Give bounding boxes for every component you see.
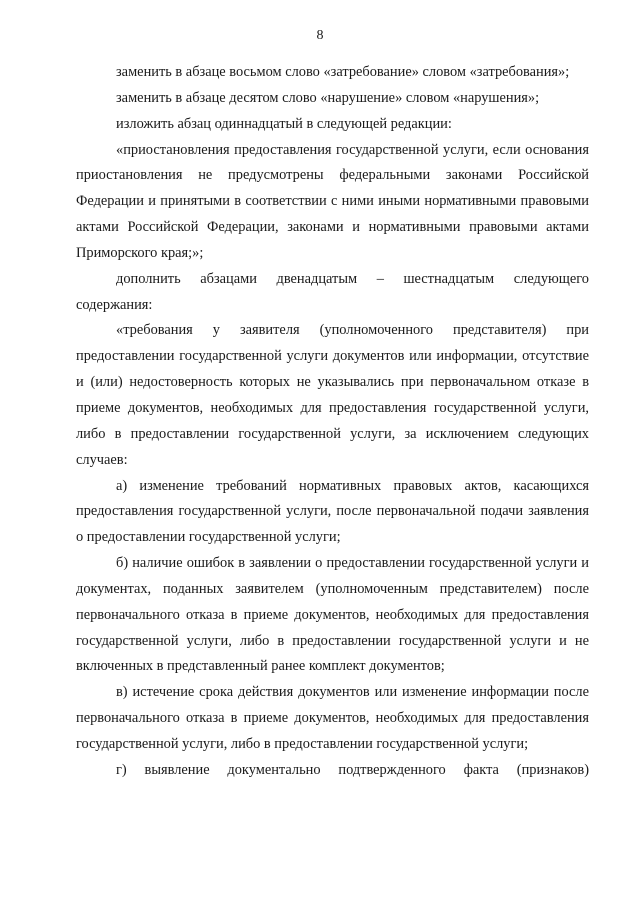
page-number: 8 xyxy=(316,28,324,43)
paragraph-2: заменить в абзаце десятом слово «нарушение» словом «нарушения»; xyxy=(116,89,540,106)
paragraph-8: б) наличие ошибок в заявлении о предоставлении государственной услуги и документах, поданных заявителем (уполномоченным представителем) после первоначального отказа в приеме документов, необходимых для предоставления государственной услуги, либо в предоставлении государственной услуги и не включенных в представленный ранее комплект документов; xyxy=(76,555,589,675)
paragraph-6: «требования у заявителя (уполномоченного представителя) при предоставлении государственной услуги документов или информации, отсутствие и (или) недостоверность которых не указывались при первоначальном отказе в приеме документов, необходимых для предоставления государственной услуги, либо в предоставлении государственной услуги, за исключением следующих случаев: xyxy=(76,322,589,468)
document-body xyxy=(76,60,589,784)
paragraph-9: в) истечение срока действия документов или изменение информации после первоначального отказа в приеме документов, необходимых для предоставления государственной услуги, либо в предоставлении государственной услуги; xyxy=(76,684,589,752)
paragraph-3: изложить абзац одиннадцатый в следующей редакции: xyxy=(116,115,452,132)
paragraph-1: заменить в абзаце восьмом слово «затребование» словом «затребования»; xyxy=(116,64,570,80)
paragraph-7: а) изменение требований нормативных правовых актов, касающихся предоставления государственной услуги, после первоначальной подачи заявления о предоставлении государственной услуги; xyxy=(76,477,589,546)
paragraph-5: дополнить абзацами двенадцатым – шестнадцатым следующего содержания: xyxy=(76,270,589,313)
paragraph-4: «приостановления предоставления государственной услуги, если основания приостановления не предусмотрены федеральными законами Российской Федерации и принятыми в соответствии с ними иными нормативными правовыми актами Российской Федерации, законами и нормативными правовыми актами Приморского края;»; xyxy=(76,141,589,261)
paragraph-10: г) выявление документально подтвержденного факта (признаков) xyxy=(116,761,589,778)
